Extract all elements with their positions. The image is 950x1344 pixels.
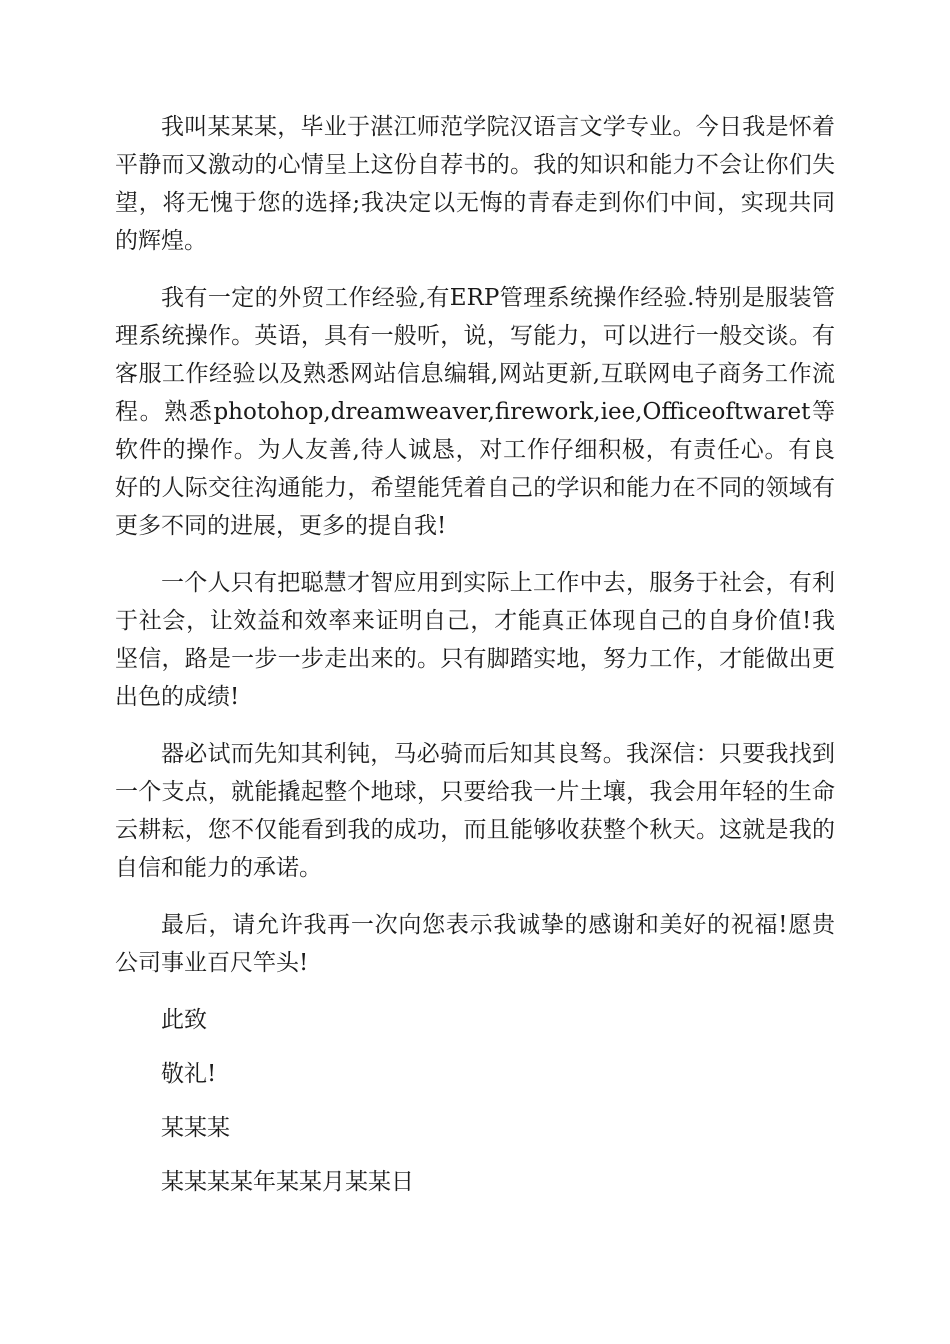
salutation: 此致 — [161, 1007, 207, 1033]
paragraph-introduction: 我叫某某某，毕业于湛江师范学院汉语言文学专业。今日我是怀着平静而又激动的心情呈上这份自荐书的。我的知识和能力不会让你们失望，将无愧于您的选择;我决定以无悔的青春走到你们中间，实现共同的辉煌。 — [115, 114, 835, 254]
paragraph-confidence: 器必试而先知其利钝，马必骑而后知其良驽。我深信：只要我找到一个支点，就能撬起整个地球，只要给我一片土壤，我会用年轻的生命云耕耘，您不仅能看到我的成功，而且能够收获整个秋天。这就是我的自信和能力的承诺。 — [115, 741, 835, 881]
paragraph-values: 一个人只有把聪慧才智应用到实际上工作中去，服务于社会，有利于社会，让效益和效率来证明自己，才能真正体现自己的自身价值!我坚信，路是一步一步走出来的。只有脚踏实地，努力工作，才能做出更出色的成绩! — [115, 570, 835, 710]
date: 某某某某年某某月某某日 — [161, 1169, 414, 1195]
signature: 某某某 — [161, 1115, 230, 1141]
paragraph-experience: 我有一定的外贸工作经验,有ERP管理系统操作经验.特别是服装管理系统操作。英语，具有一般听，说，写能力，可以进行一般交谈。有客服工作经验以及熟悉网站信息编辑,网站更新,互联网电子商务工作流程。熟悉photohop,dreamweaver,firework,iee,Officeoftwaret等软件的操作。为人友善,待人诚恳，对工作仔细积极，有责任心。有良好的人际交往沟通能力，希望能凭着自己的学识和能力在不同的领域有更多不同的进展，更多的提自我! — [115, 285, 835, 539]
paragraph-closing-wishes: 最后，请允许我再一次向您表示我诚挚的感谢和美好的祝福!愿贵公司事业百尺竿头! — [115, 912, 835, 976]
regards: 敬礼! — [161, 1061, 217, 1087]
letter-body — [115, 108, 835, 1217]
